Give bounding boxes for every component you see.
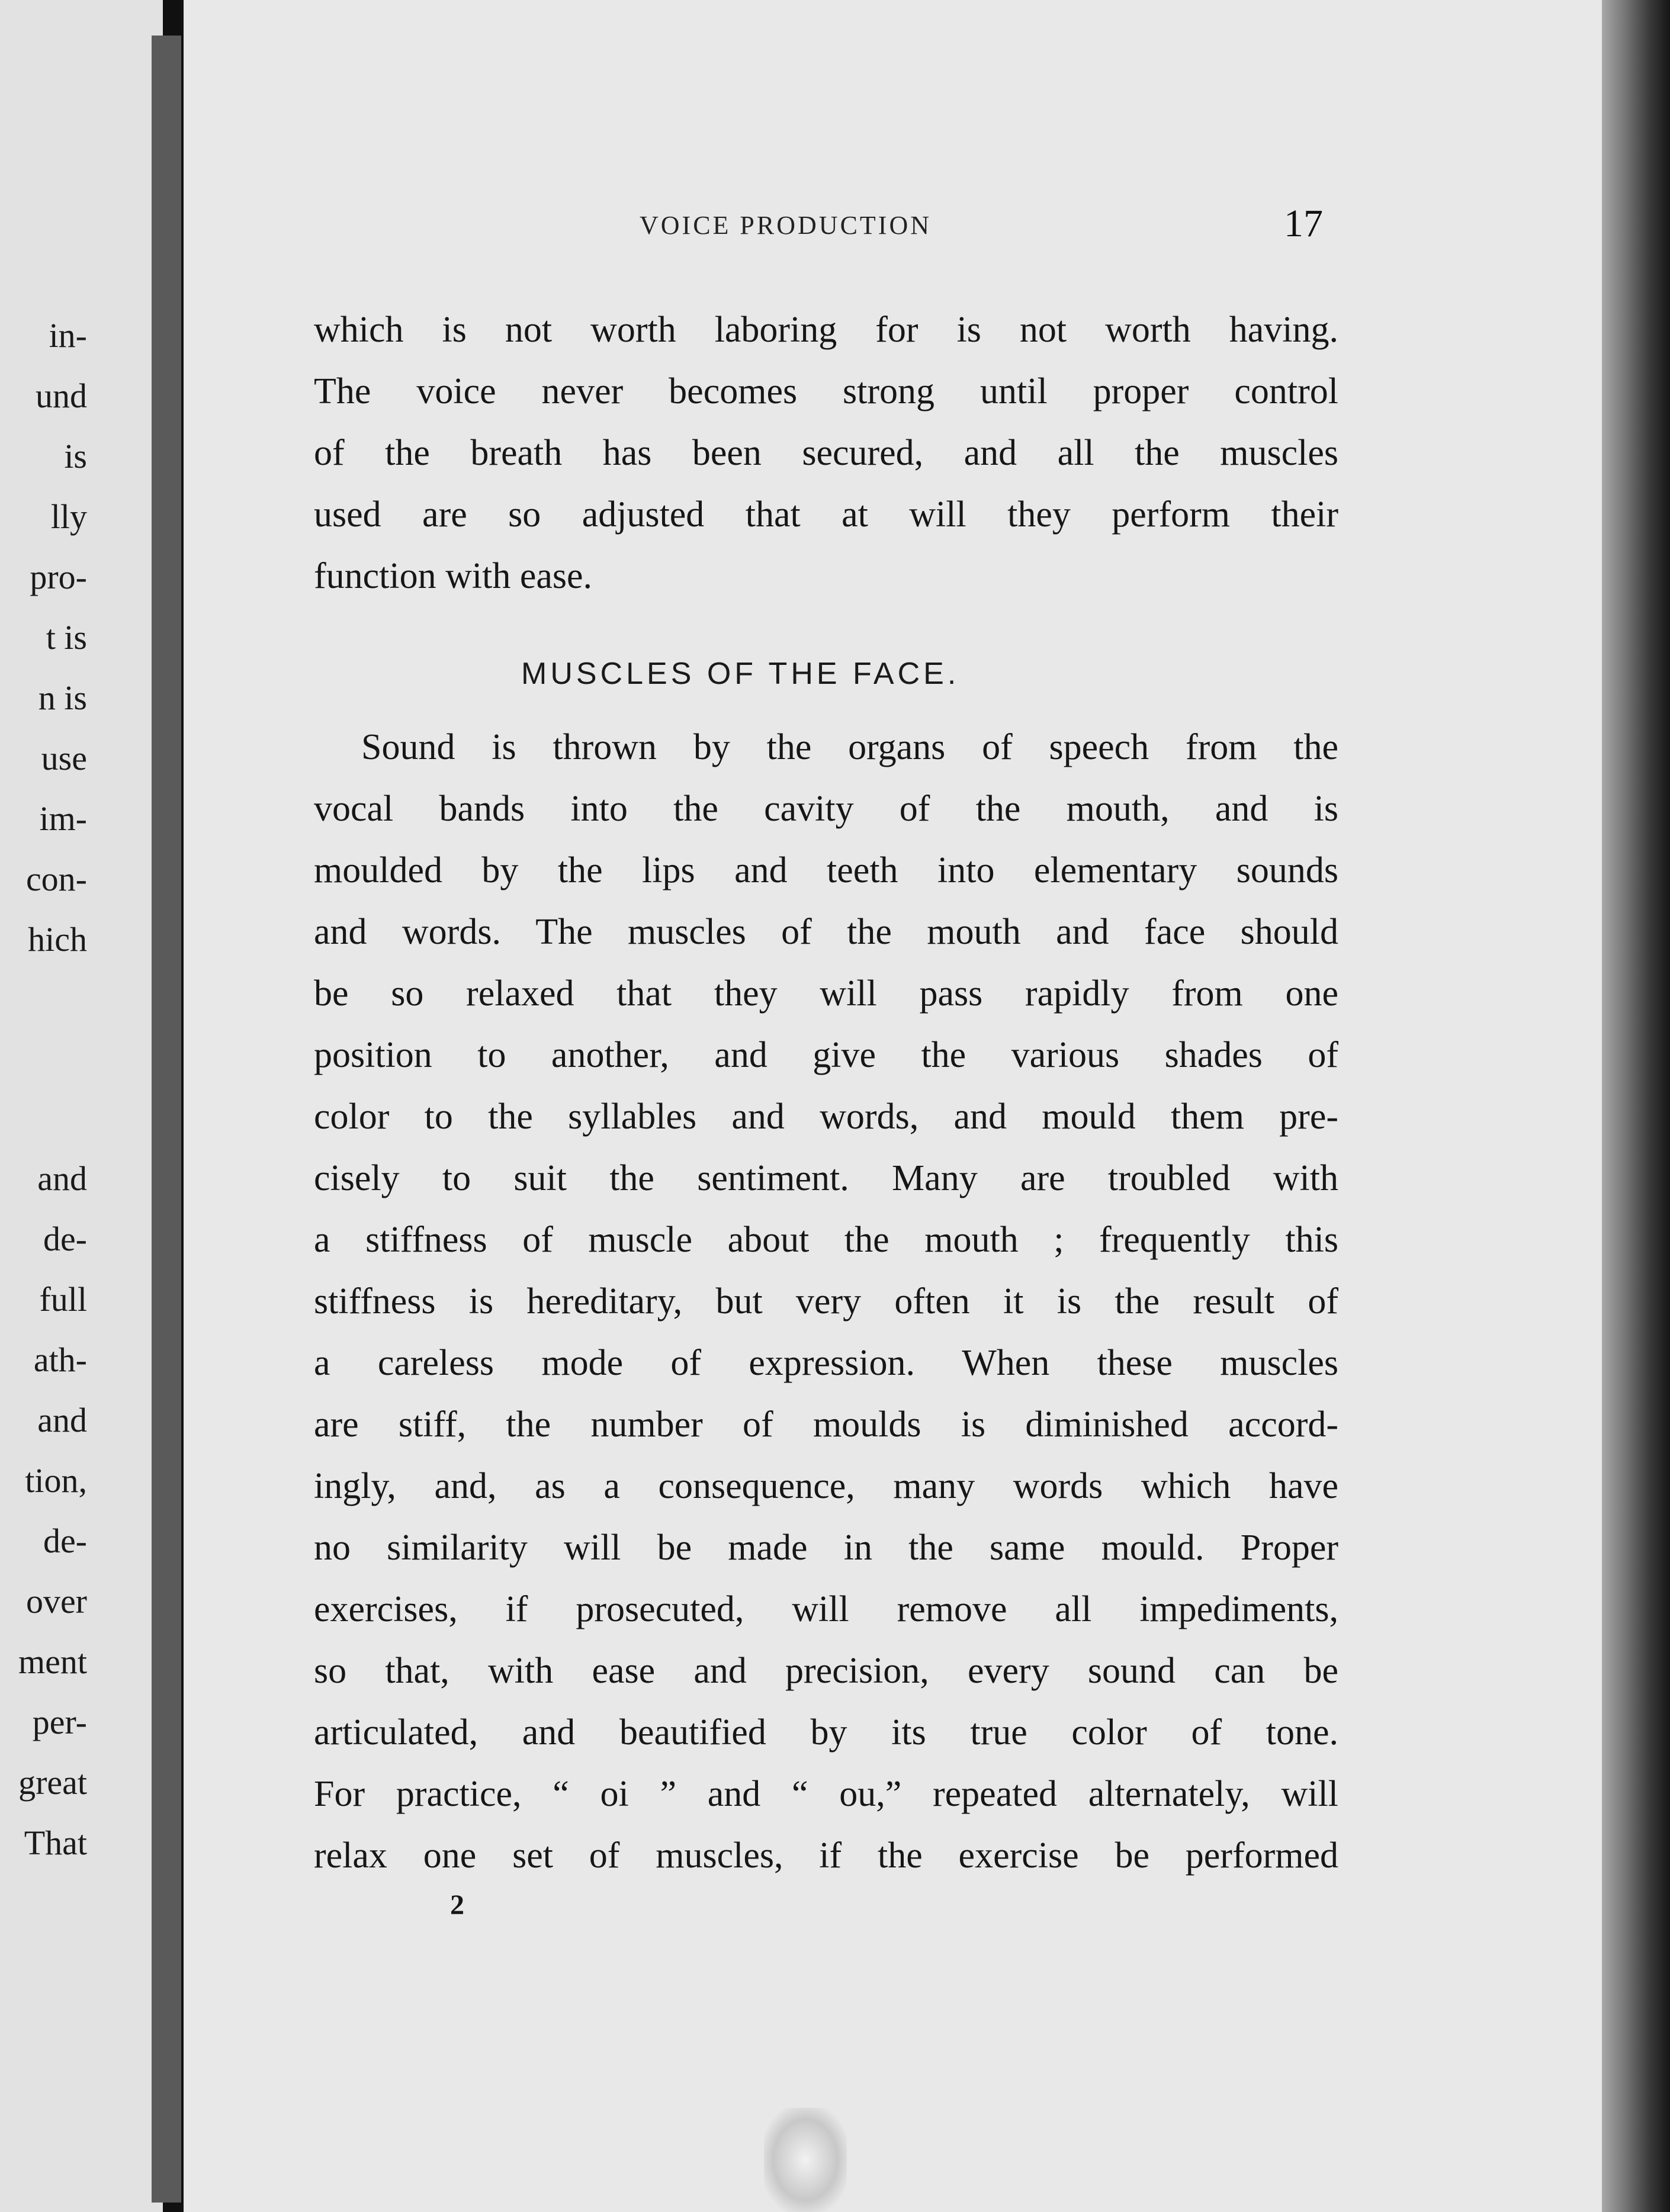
text-line: used are so adjusted that at will they perform their: [314, 494, 1338, 535]
paragraph-2: [314, 716, 1338, 1886]
page-number: 17: [1284, 202, 1323, 245]
left-fragment: full: [39, 1280, 87, 1319]
left-fragment: and: [37, 1159, 87, 1198]
left-fragment: use: [41, 739, 87, 777]
left-fragment: n is: [38, 679, 87, 717]
left-fragment: ment: [18, 1642, 87, 1681]
left-fragment: hich: [28, 920, 87, 959]
text-line: of the breath has been secured, and all the muscles: [314, 433, 1338, 473]
text-line: For practice, “ oi ” and “ ou,” repeated alternately, will: [314, 1774, 1338, 1814]
left-fragment: per-: [32, 1703, 87, 1741]
left-fragment: and: [37, 1401, 87, 1439]
left-fragment: ath-: [33, 1340, 87, 1379]
text-line: are stiff, the number of moulds is diminished accord-: [314, 1404, 1338, 1445]
text-line: stiffness is hereditary, but very often it is the result of: [314, 1281, 1338, 1322]
text-line: which is not worth laboring for is not worth having.: [314, 310, 1338, 350]
text-line: Sound is thrown by the organs of speech from the: [361, 727, 1338, 767]
book-gutter: [152, 36, 181, 2203]
text-line: position to another, and give the various shades of: [314, 1035, 1338, 1075]
text-line: function with ease.: [314, 556, 593, 596]
text-line: color to the syllables and words, and mould them pre-: [314, 1097, 1338, 1137]
left-fragment: de-: [43, 1220, 87, 1258]
text-line: exercises, if prosecuted, will remove all impediments,: [314, 1589, 1338, 1629]
left-fragment: de-: [43, 1522, 87, 1560]
text-line: a careless mode of expression. When these muscles: [314, 1343, 1338, 1383]
text-line: a stiffness of muscle about the mouth ; frequently this: [314, 1220, 1338, 1260]
left-fragment: great: [18, 1763, 87, 1802]
left-fragment: t is: [46, 618, 87, 657]
text-line: cisely to suit the sentiment. Many are troubled with: [314, 1158, 1338, 1198]
left-fragment: in-: [49, 316, 87, 355]
left-fragment: over: [25, 1582, 87, 1621]
left-page-text: [0, 0, 87, 2212]
text-line: vocal bands into the cavity of the mouth, and is: [314, 789, 1338, 829]
left-fragment: is: [64, 437, 87, 475]
paragraph-1: [314, 299, 1338, 607]
page-edge-shadow: [1602, 0, 1670, 2212]
text-line: be so relaxed that they will pass rapidly from one: [314, 973, 1338, 1014]
left-fragment: und: [36, 377, 87, 415]
left-page-fragment: [0, 0, 163, 2212]
text-line: relax one set of muscles, if the exercise be performed: [314, 1835, 1338, 1876]
left-fragment: con-: [25, 860, 87, 898]
running-header: VOICE PRODUCTION: [640, 211, 932, 240]
left-fragment: tion,: [25, 1461, 87, 1500]
text-line: moulded by the lips and teeth into elementary sounds: [314, 850, 1338, 890]
text-line: articulated, and beautified by its true color of tone.: [314, 1712, 1338, 1753]
left-fragment: im-: [39, 799, 87, 838]
text-line: no similarity will be made in the same mould. Proper: [314, 1528, 1338, 1568]
left-fragment: pro-: [30, 558, 87, 596]
left-fragment: lly: [50, 497, 87, 536]
scan-smudge: [764, 2108, 847, 2212]
text-line: so that, with ease and precision, every sound can be: [314, 1651, 1338, 1691]
text-line: The voice never becomes strong until proper control: [314, 371, 1338, 411]
text-line: ingly, and, as a consequence, many words which have: [314, 1466, 1338, 1506]
text-line: and words. The muscles of the mouth and face should: [314, 912, 1338, 952]
signature-mark: 2: [450, 1889, 464, 1921]
section-heading: MUSCLES OF THE FACE.: [521, 657, 960, 691]
left-fragment: That: [24, 1824, 87, 1862]
